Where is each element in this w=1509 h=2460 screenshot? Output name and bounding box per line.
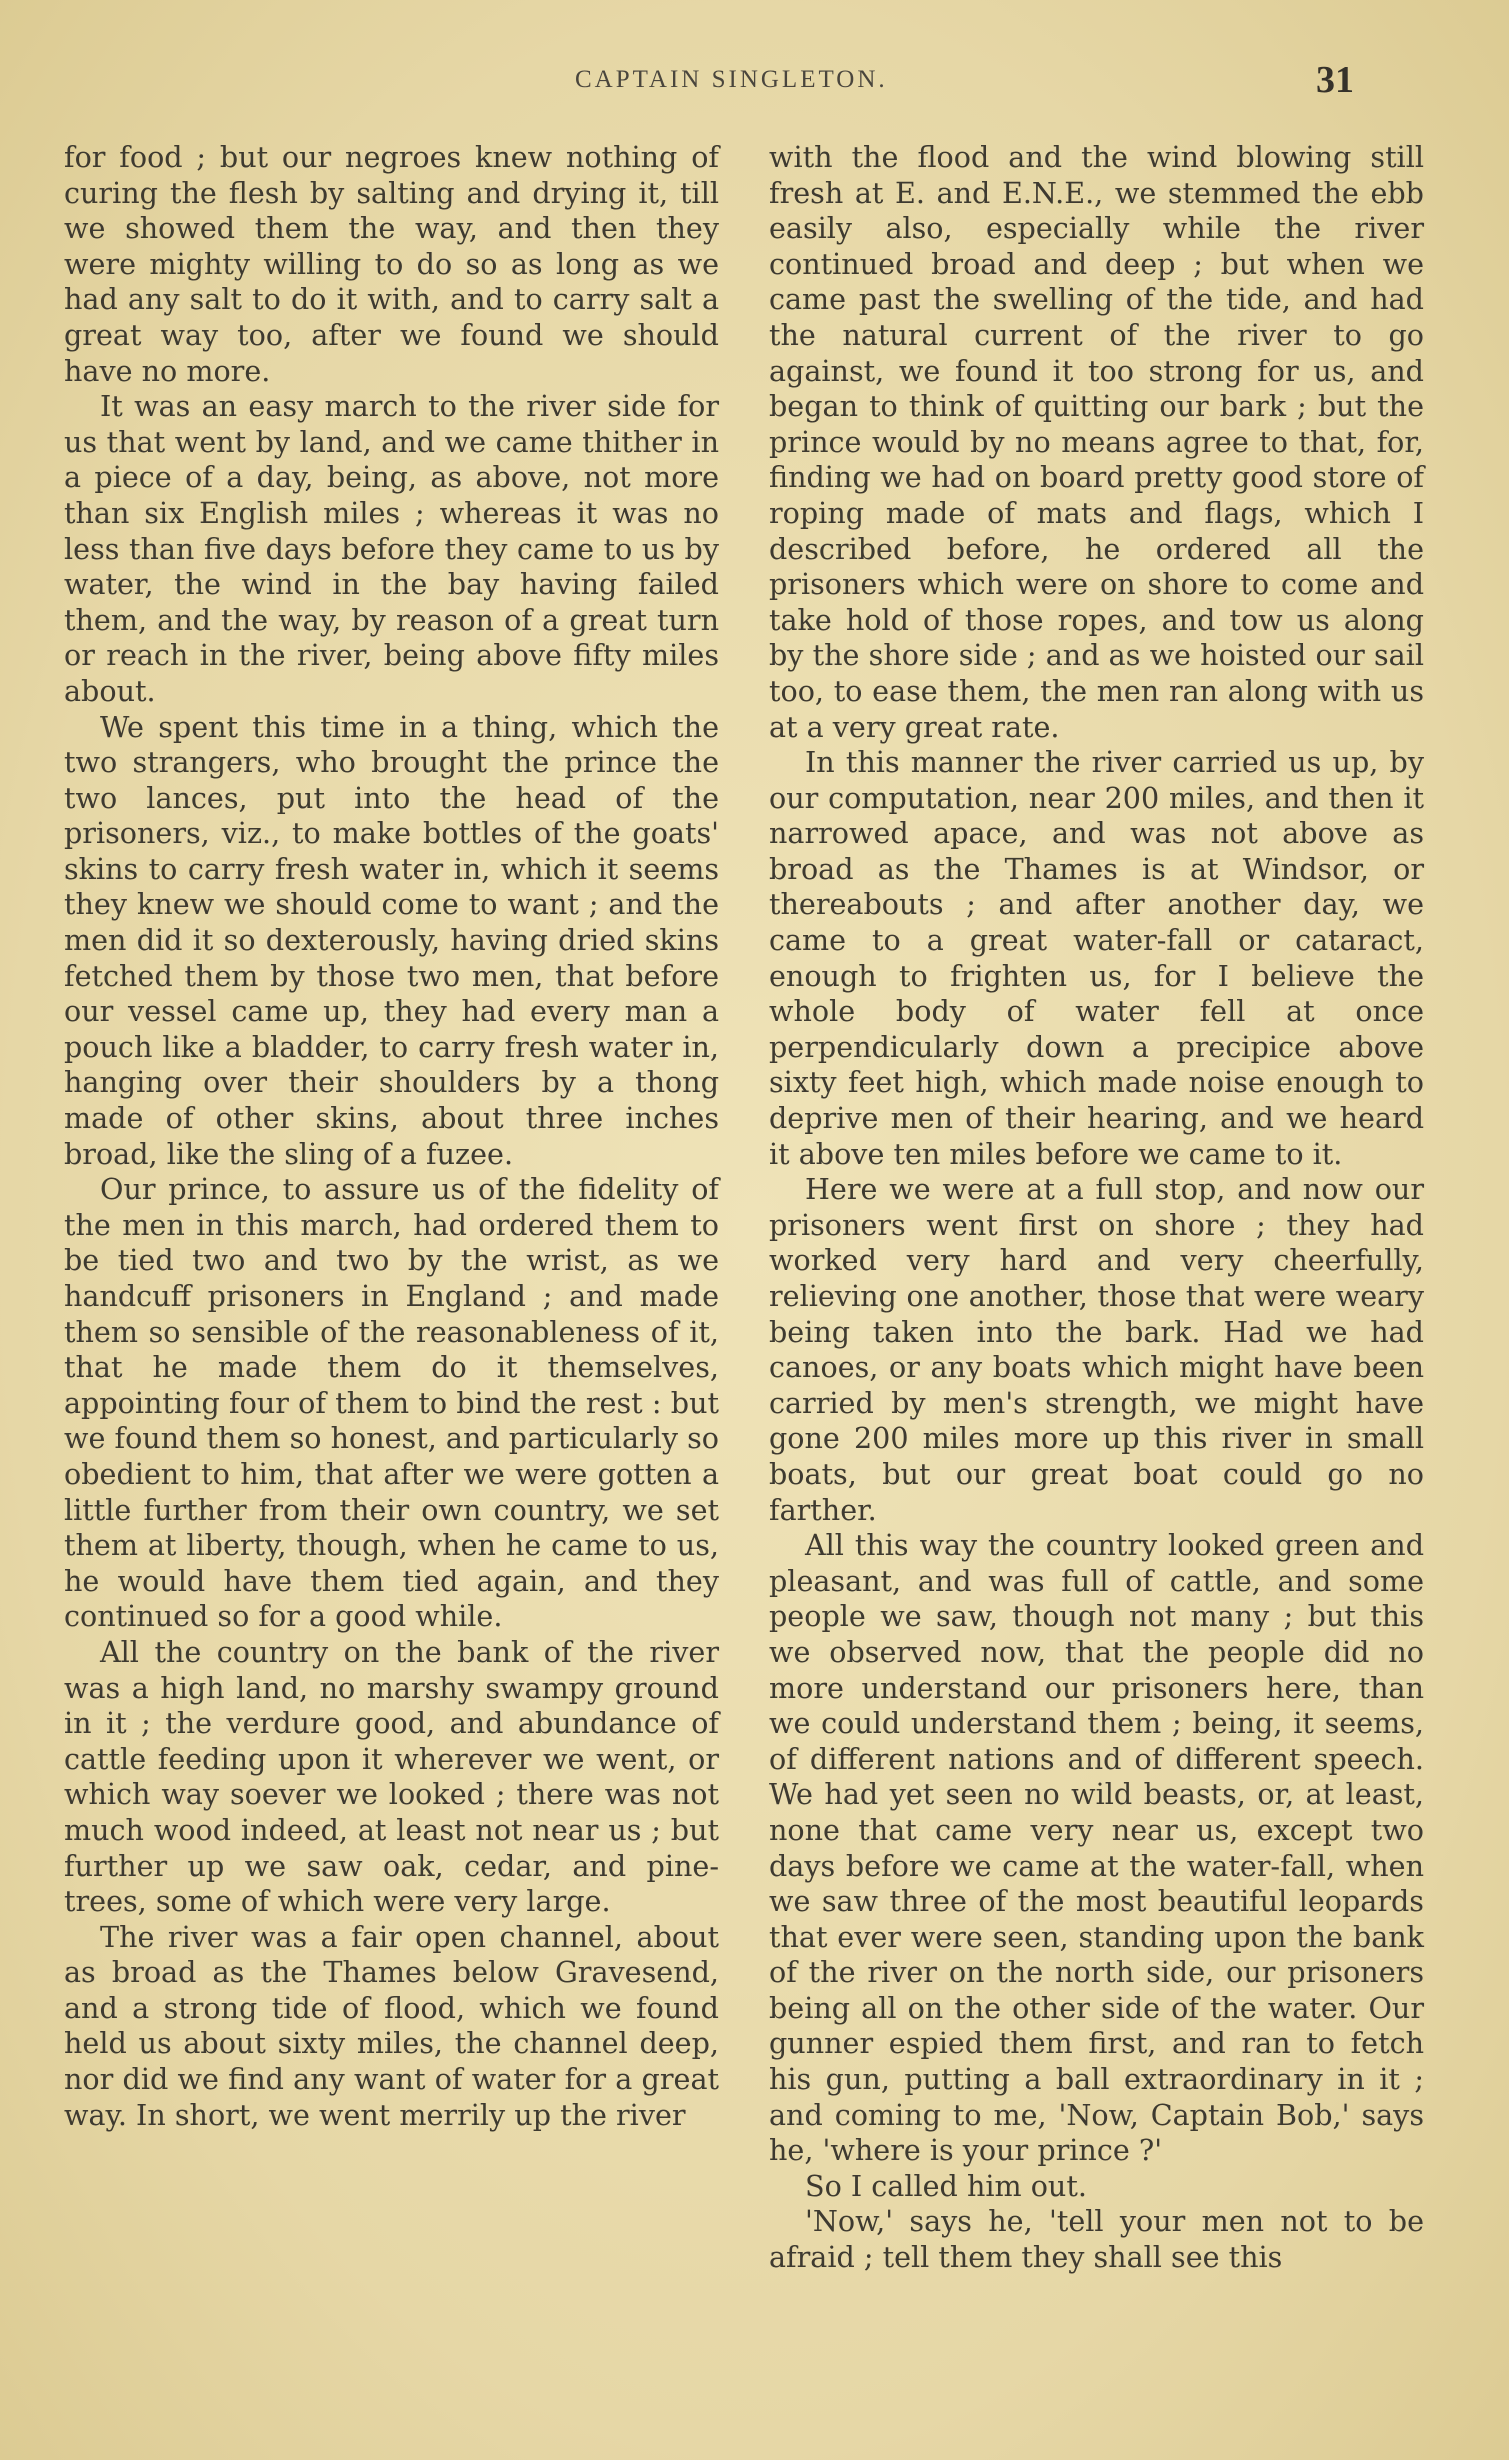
right-column: [769, 140, 1424, 2276]
paragraph: All this way the country looked green and pleasant, and was full of cattle, and some people we saw, though not many ; but this we observed now, that the people did no more understand our prisoners here, than we could understand them ; being, it seems, of different nations and of different speech. We had yet seen no wild beasts, or, at least, none that came very near us, except two days before we came at the water-fall, when we saw three of the most beautiful leopards that ever were seen, standing upon the bank of the river on the north side, our prisoners being all on the other side of the water. Our gunner espied them first, and ran to fetch his gun, putting a ball extraordinary in it ; and coming to me, 'Now, Captain Bob,' says he, 'where is your prince ?': [769, 1528, 1424, 2168]
running-title: CAPTAIN SINGLETON.: [575, 66, 888, 93]
paragraph: Here we were at a full stop, and now our prisoners went first on shore ; they had worked very hard and very cheerfully, relieving one another, those that were weary being taken into the bark. Had we had canoes, or any boats which might have been carried by men's strength, we might have gone 200 miles more up this river in small boats, but our great boat could go no farther.: [769, 1172, 1424, 1527]
page-number: 31: [1316, 59, 1354, 101]
left-column: [64, 140, 719, 2133]
running-head: [0, 58, 1509, 118]
paragraph: It was an easy march to the river side for us that went by land, and we came thither in a piece of a day, being, as above, not more than six English miles ; whereas it was no less than five days before they came to us by water, the wind in the bay having failed them, and the way, by reason of a great turn or reach in the river, being above fifty miles about.: [64, 389, 719, 708]
paragraph: In this manner the river carried us up, by our computation, near 200 miles, and then it narrowed apace, and was not above as broad as the Thames is at Windsor, or thereabouts ; and after another day, we came to a great water-fall or cataract, enough to frighten us, for I believe the whole body of water fell at once perpendicularly down a precipice above sixty feet high, which made noise enough to deprive men of their hearing, and we heard it above ten miles before we came to it.: [769, 745, 1424, 1171]
paragraph: for food ; but our negroes knew nothing of curing the flesh by salting and drying it, till we showed them the way, and then they were mighty willing to do so as long as we had any salt to do it with, and to carry salt a great way too, after we found we should have no more.: [64, 140, 719, 388]
paragraph: 'Now,' says he, 'tell your men not to be afraid ; tell them they shall see this: [769, 2204, 1424, 2275]
paragraph: Our prince, to assure us of the fidelity of the men in this march, had ordered them to be tied two and two by the wrist, as we handcuff prisoners in England ; and made them so sensible of the reasonableness of it, that he made them do it themselves, appointing four of them to bind the rest : but we found them so honest, and particularly so obedient to him, that after we were gotten a little further from their own country, we set them at liberty, though, when he came to us, he would have them tied again, and they continued so for a good while.: [64, 1172, 719, 1634]
paragraph: The river was a fair open channel, about as broad as the Thames below Gravesend, and a strong tide of flood, which we found held us about sixty miles, the channel deep, nor did we find any want of water for a great way. In short, we went merrily up the river: [64, 1919, 719, 2132]
paragraph: So I called him out.: [805, 2168, 1087, 2203]
paragraph: All the country on the bank of the river was a high land, no marshy swampy ground in it ; the verdure good, and abundance of cattle feeding upon it wherever we went, or which way soever we looked ; there was not much wood indeed, at least not near us ; but further up we saw oak, cedar, and pine-trees, some of which were very large.: [64, 1634, 719, 1919]
paragraph: We spent this time in a thing, which the two strangers, who brought the prince the two lances, put into the head of the prisoners, viz., to make bottles of the goats' skins to carry fresh water in, which it seems they knew we should come to want ; and the men did it so dexterously, having dried skins fetched them by those two men, that before our vessel came up, they had every man a pouch like a bladder, to carry fresh water in, hanging over their shoulders by a thong made of other skins, about three inches broad, like the sling of a fuzee.: [64, 709, 719, 1171]
paragraph: with the flood and the wind blowing still fresh at E. and E.N.E., we stemmed the ebb easily also, especially while the river continued broad and deep ; but when we came past the swelling of the tide, and had the natural current of the river to go against, we found it too strong for us, and began to think of quitting our bark ; but the prince would by no means agree to that, for, finding we had on board pretty good store of roping made of mats and flags, which I described before, he ordered all the prisoners which were on shore to come and take hold of those ropes, and tow us along by the shore side ; and as we hoisted our sail too, to ease them, the men ran along with us at a very great rate.: [769, 140, 1424, 744]
